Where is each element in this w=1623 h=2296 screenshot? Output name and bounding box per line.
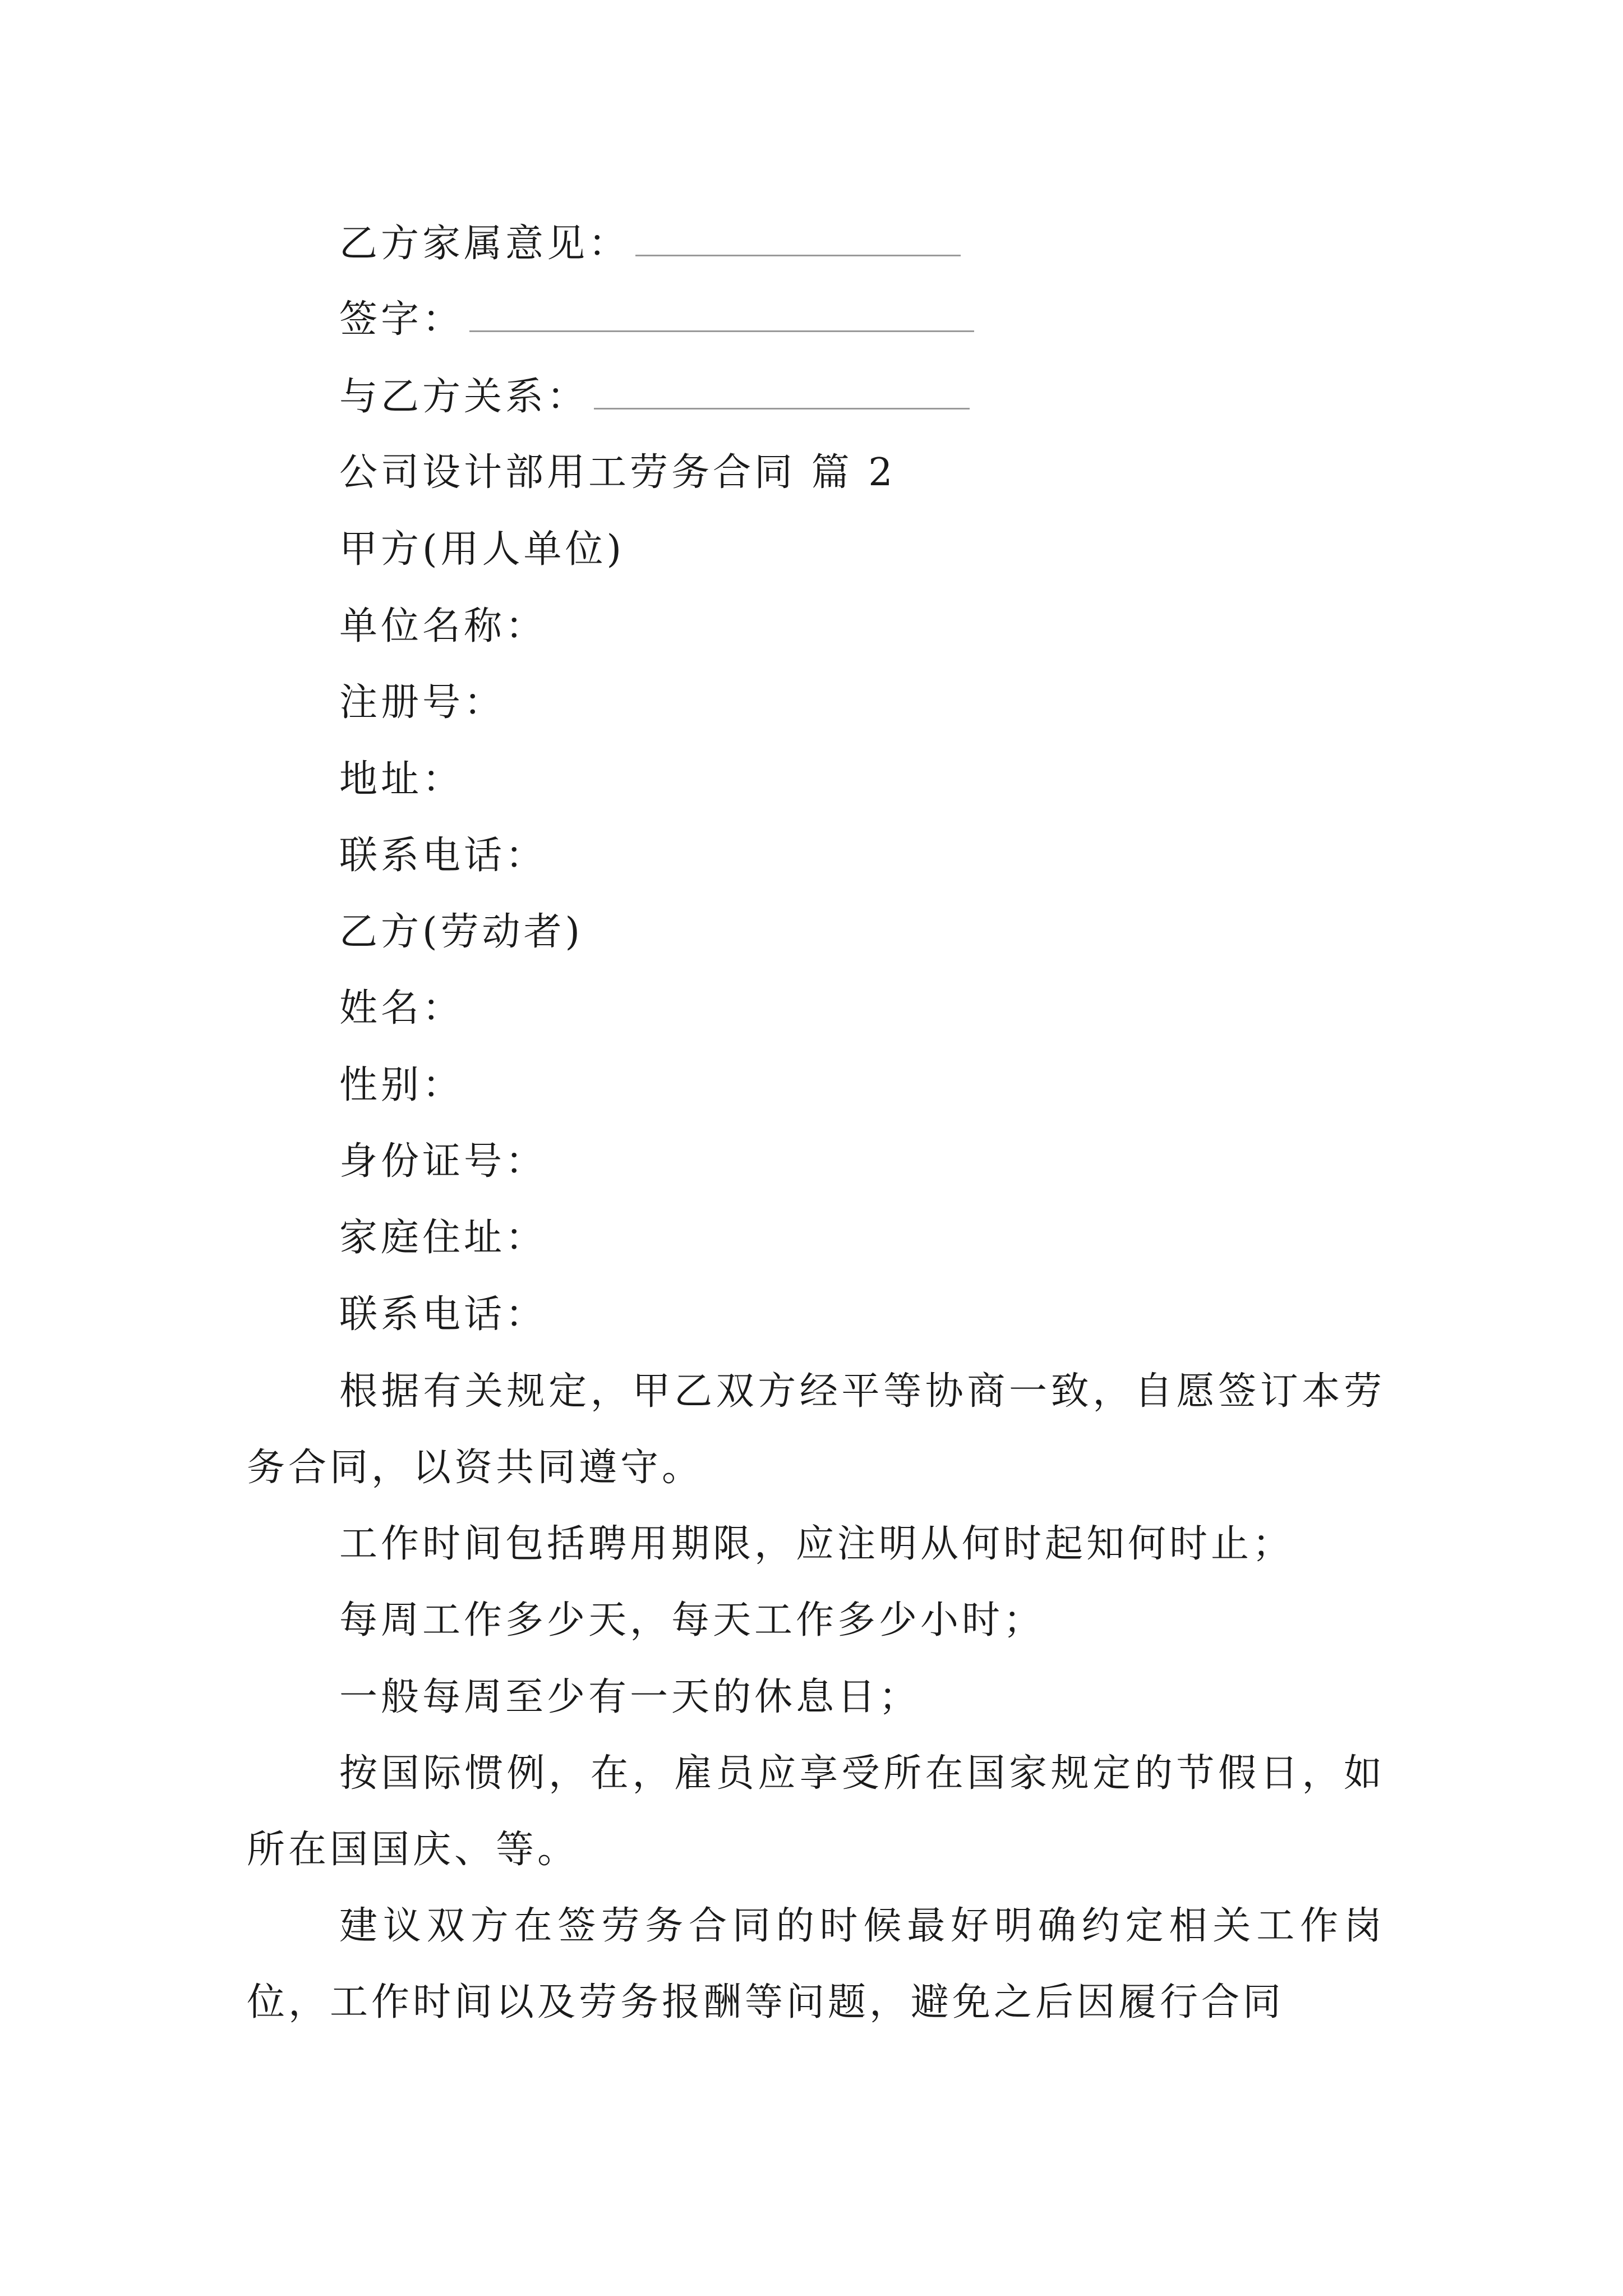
party-a-registration-label: 注册号： [339, 680, 506, 725]
signature-label: 签字： [339, 297, 464, 342]
party-b-name-label: 姓名： [339, 986, 464, 1030]
signature-row [339, 297, 974, 342]
party-a-address-label: 地址： [339, 757, 464, 802]
paragraph-agreement: 根据有关规定，甲乙双方经平等协商一致，自愿签订本劳务合同，以资共同遵守。 [247, 1369, 1385, 1490]
party-b-phone-label: 联系电话： [339, 1292, 547, 1337]
family-opinion-label: 乙方家属意见： [339, 222, 630, 266]
party-a-phone-label: 联系电话： [339, 834, 547, 878]
relationship-label: 与乙方关系： [339, 375, 589, 419]
relationship-blank [594, 375, 970, 409]
family-opinion-row [339, 222, 961, 266]
relationship-row [339, 375, 970, 420]
paragraph-recommendation: 建议双方在签劳务合同的时候最好明确约定相关工作岗位，工作时间以及劳务报酬等问题，避免之后因履行合同 [247, 1904, 1385, 2024]
party-b-id-label: 身份证号： [339, 1139, 547, 1184]
party-a-title: 甲方(用人单位) [339, 527, 625, 572]
paragraph-work-period: 工作时间包括聘用期限，应注明从何时起知何时止； [339, 1522, 1294, 1566]
signature-blank [469, 298, 974, 332]
party-b-home-address-label: 家庭住址： [339, 1216, 547, 1260]
party-a-name-label: 单位名称： [339, 604, 547, 648]
party-b-gender-label: 性别： [339, 1063, 464, 1107]
family-opinion-blank [635, 222, 961, 256]
paragraph-rest-day: 一般每周至少有一天的休息日； [339, 1675, 921, 1719]
party-b-title: 乙方(劳动者) [339, 910, 584, 954]
paragraph-holidays: 按国际惯例，在，雇员应享受所在国家规定的节假日，如所在国国庆、等。 [247, 1751, 1385, 1872]
contract-heading: 公司设计部用工劳务合同 篇 2 [339, 450, 896, 495]
paragraph-weekly-hours: 每周工作多少天，每天工作多少小时； [339, 1598, 1045, 1642]
